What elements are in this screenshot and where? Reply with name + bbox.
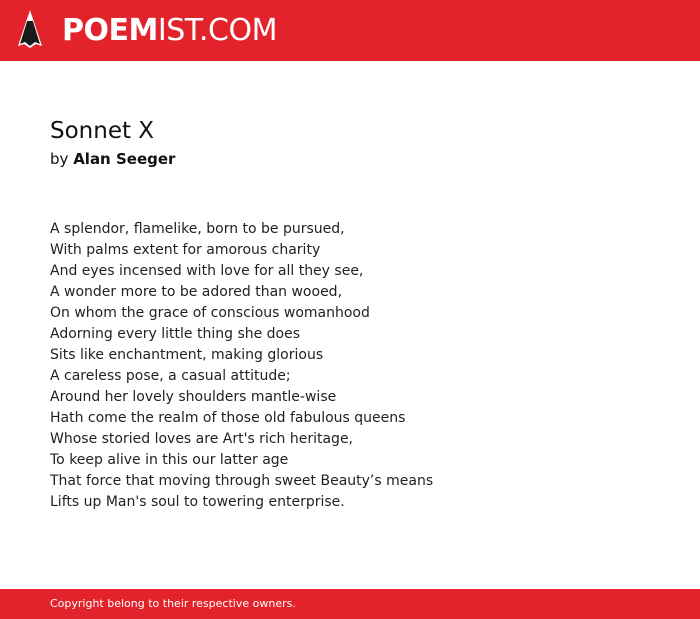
poem-line: A splendor, flamelike, born to be pursued, — [50, 221, 345, 237]
site-logo[interactable] — [62, 14, 277, 48]
site-header — [0, 0, 700, 61]
poem-line: Sits like enchantment, making glorious — [50, 347, 324, 363]
poem-line: A wonder more to be adored than wooed, — [50, 284, 343, 300]
poem-line: Whose storied loves are Art's rich heritage, — [50, 431, 354, 447]
poem-line: Hath come the realm of those old fabulous queens — [50, 410, 406, 426]
poem-title: Sonnet X — [50, 118, 155, 144]
logo-bold-part: POEM — [62, 13, 158, 48]
site-footer — [0, 589, 700, 619]
poem-line: Adorning every little thing she does — [50, 326, 301, 342]
poem-line: On whom the grace of conscious womanhood — [50, 305, 370, 321]
poem-line: And eyes incensed with love for all they see, — [50, 263, 364, 279]
poem-line: That force that moving through sweet Beauty’s means — [50, 473, 434, 489]
poem-line: Around her lovely shoulders mantle-wise — [50, 389, 337, 405]
by-label: by — [50, 150, 69, 168]
copyright-text: Copyright belong to their respective owners. — [50, 597, 296, 610]
poem-line: With palms extent for amorous charity — [50, 242, 321, 258]
pencil-tip-icon[interactable] — [18, 10, 42, 50]
logo-light-part: IST.COM — [157, 13, 277, 48]
poem-line: A careless pose, a casual attitude; — [50, 368, 291, 384]
author-link[interactable]: Alan Seeger — [73, 150, 176, 168]
poem-body — [50, 219, 670, 513]
poem-byline — [50, 149, 175, 169]
poem-line: To keep alive in this our latter age — [50, 452, 289, 468]
poem-line: Lifts up Man's soul to towering enterprise. — [50, 494, 345, 510]
